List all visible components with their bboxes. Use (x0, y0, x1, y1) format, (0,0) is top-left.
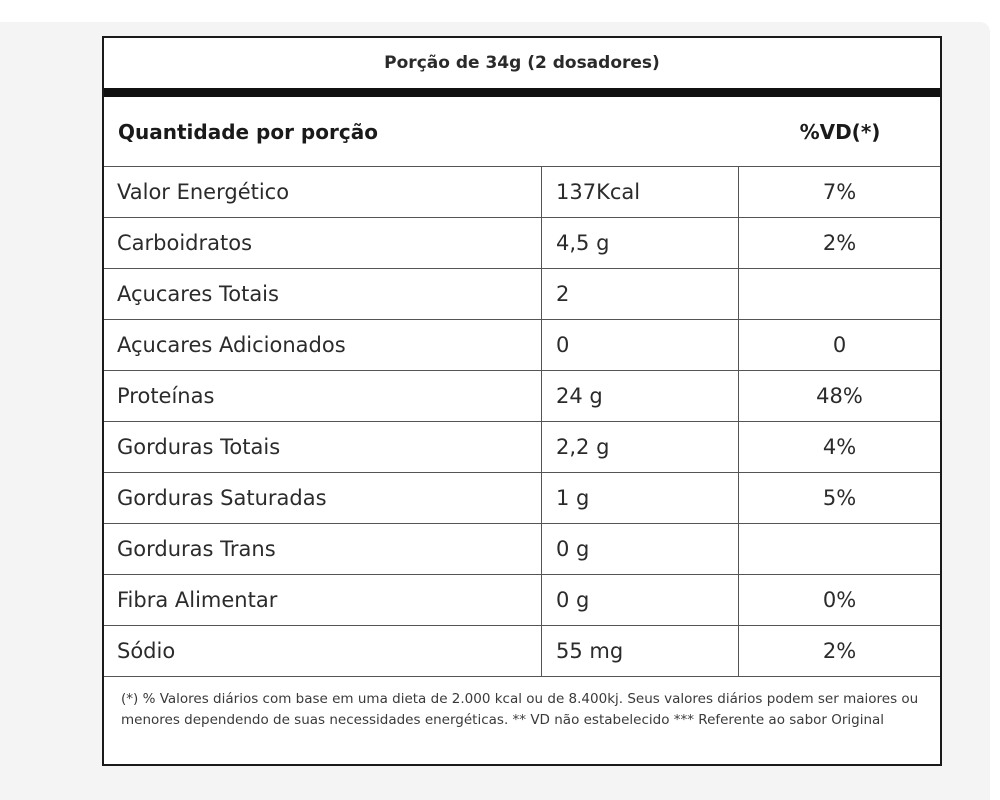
thick-divider (104, 88, 940, 97)
table-row (104, 422, 940, 473)
nutrient-rows (104, 167, 940, 677)
nutrient-name: Gorduras Totais (104, 422, 542, 472)
nutrient-amount: 55 mg (542, 626, 739, 676)
nutrient-amount: 0 g (542, 524, 739, 574)
table-row (104, 269, 940, 320)
nutrient-amount: 24 g (542, 371, 739, 421)
table-row (104, 371, 940, 422)
table-row (104, 626, 940, 677)
nutrient-name: Açucares Totais (104, 269, 542, 319)
nutrient-amount: 0 g (542, 575, 739, 625)
nutrient-daily-value: 7% (822, 180, 857, 204)
nutrient-name: Carboidratos (104, 218, 542, 268)
nutrient-daily-value: 5% (822, 486, 857, 510)
nutrient-name: Fibra Alimentar (104, 575, 542, 625)
serving-size: Porção de 34g (2 dosadores) (384, 53, 660, 73)
nutrient-name: Açucares Adicionados (104, 320, 542, 370)
nutrient-name: Proteínas (104, 371, 542, 421)
table-row (104, 320, 940, 371)
nutrition-facts-table (102, 36, 942, 766)
nutrient-amount: 2,2 g (542, 422, 739, 472)
nutrient-amount: 0 (542, 320, 739, 370)
nutrient-name: Gorduras Trans (104, 524, 542, 574)
nutrient-amount: 1 g (542, 473, 739, 523)
nutrient-name: Gorduras Saturadas (104, 473, 542, 523)
nutrient-amount: 4,5 g (542, 218, 739, 268)
nutrient-daily-value (739, 524, 940, 574)
daily-value-heading: %VD(*) (799, 119, 881, 144)
nutrient-daily-value: 48% (816, 384, 863, 408)
nutrient-daily-value: 4% (822, 435, 857, 459)
nutrient-name: Valor Energético (104, 167, 542, 217)
nutrient-daily-value: 2% (822, 639, 857, 663)
nutrient-daily-value: 2% (822, 231, 857, 255)
table-header (104, 97, 940, 167)
quantity-per-serving-heading: Quantidade por porção (118, 119, 378, 144)
nutrient-daily-value: 0 (832, 333, 847, 357)
nutrient-amount: 2 (542, 269, 739, 319)
nutrient-daily-value: 0% (822, 588, 857, 612)
table-row (104, 575, 940, 626)
table-row (104, 524, 940, 575)
nutrient-amount: 137Kcal (542, 167, 739, 217)
table-row (104, 167, 940, 218)
nutrient-daily-value (739, 269, 940, 319)
nutrient-name: Sódio (104, 626, 542, 676)
table-row (104, 218, 940, 269)
footnote: (*) % Valores diários com base em uma dieta de 2.000 kcal ou de 8.400kj. Seus valores diários podem ser maiores ou menores dependendo de suas necessidades energéticas. ** VD não estabelecido *** Referente ao sabor Original (121, 691, 919, 728)
table-row (104, 473, 940, 524)
